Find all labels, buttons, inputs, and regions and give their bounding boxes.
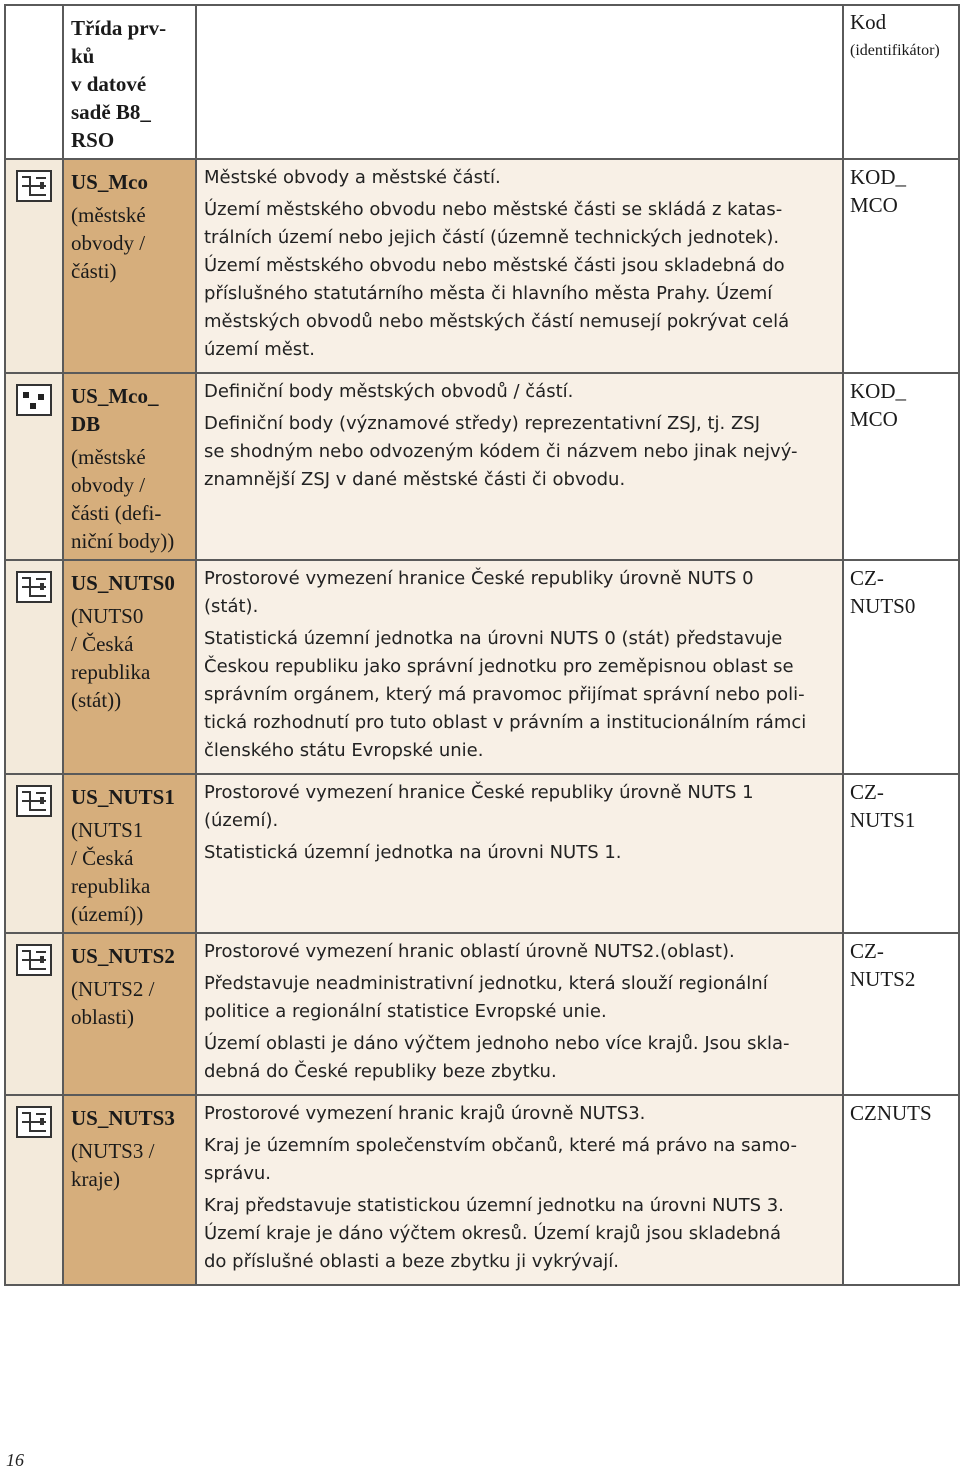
- feature-code: CZ- NUTS1: [850, 780, 916, 832]
- table-row: [5, 373, 959, 560]
- description-paragraph: Statistická územní jednotka na úrovni NUTS 0 (stát) představuje Českou republiku jako správní jednotku pro zeměpisnou oblast se správním orgánem, který má pravomoc přijímat správní nebo poli- tická rozhodnutí pro tuto oblast v právním a institucionálním rámci členského státu Evropské unie.: [204, 628, 807, 761]
- polygon-feature-icon: [6, 170, 62, 202]
- description-paragraph: Definiční body městských obvodů / částí.: [204, 381, 574, 402]
- header-code-cell: [843, 5, 959, 159]
- class-subtitle: (NUTS0 / Česká republika (stát)): [71, 604, 151, 712]
- code-cell: [843, 774, 959, 933]
- class-name: US_NUTS1: [71, 785, 175, 809]
- header-code-title: Kod: [850, 10, 887, 34]
- page-number: 16: [6, 1450, 24, 1470]
- feature-code: CZ- NUTS2: [850, 939, 916, 991]
- class-name: US_NUTS0: [71, 571, 175, 595]
- description-cell: [196, 159, 843, 373]
- icon-cell: [5, 1095, 63, 1285]
- description-cell: [196, 774, 843, 933]
- description-cell: [196, 373, 843, 560]
- polygon-feature-icon: [6, 571, 62, 603]
- class-name: US_NUTS3: [71, 1106, 175, 1130]
- class-cell: [63, 774, 196, 933]
- description-paragraph: Kraj je územním společenstvím občanů, které má právo na samo- správu.: [204, 1135, 797, 1184]
- header-description-cell: [196, 5, 843, 159]
- icon-cell: [5, 373, 63, 560]
- description-paragraph: Prostorové vymezení hranic oblastí úrovně NUTS2.(oblast).: [204, 941, 735, 962]
- table-row: [5, 560, 959, 774]
- point-feature-icon: [6, 384, 62, 416]
- class-subtitle: (NUTS2 / oblasti): [71, 977, 155, 1029]
- code-cell: [843, 560, 959, 774]
- polygon-feature-icon: [6, 944, 62, 976]
- description-cell: [196, 560, 843, 774]
- table-row: [5, 1095, 959, 1285]
- class-subtitle: (městské obvody / části (defi- niční body)): [71, 445, 175, 553]
- icon-cell: [5, 560, 63, 774]
- class-name: US_Mco: [71, 170, 148, 194]
- description-paragraph: Statistická územní jednotka na úrovni NUTS 1.: [204, 842, 622, 863]
- icon-cell: [5, 159, 63, 373]
- feature-code: CZNUTS: [850, 1101, 932, 1125]
- class-cell: [63, 1095, 196, 1285]
- header-class-title: Třída prv- ků v datové sadě B8_ RSO: [71, 16, 167, 152]
- description-cell: [196, 933, 843, 1095]
- description-paragraph: Území oblasti je dáno výčtem jednoho nebo více krajů. Jsou skla- debná do České republiky beze zbytku.: [204, 1033, 790, 1082]
- class-cell: [63, 560, 196, 774]
- description-paragraph: Městské obvody a městské částí.: [204, 167, 501, 188]
- table-header-row: [5, 5, 959, 159]
- class-cell: [63, 159, 196, 373]
- table-row: [5, 933, 959, 1095]
- description-paragraph: Představuje neadministrativní jednotku, která slouží regionální politice a regionální statistice Evropské unie.: [204, 973, 768, 1022]
- class-subtitle: (NUTS3 / kraje): [71, 1139, 155, 1191]
- description-paragraph: Prostorové vymezení hranic krajů úrovně NUTS3.: [204, 1103, 646, 1124]
- feature-code: CZ- NUTS0: [850, 566, 916, 618]
- class-cell: [63, 373, 196, 560]
- description-paragraph: Definiční body (významové středy) reprezentativní ZSJ, tj. ZSJ se shodným nebo odvozeným kódem či názvem nebo jinak nejvý- znamnější ZSJ v dané městské části či obvodu.: [204, 413, 798, 490]
- feature-code: KOD_ MCO: [850, 165, 906, 217]
- polygon-feature-icon: [6, 1106, 62, 1138]
- class-subtitle: (NUTS1 / Česká republika (území)): [71, 818, 151, 926]
- code-cell: [843, 373, 959, 560]
- table-row: [5, 774, 959, 933]
- description-cell: [196, 1095, 843, 1285]
- description-paragraph: Prostorové vymezení hranice České republiky úrovně NUTS 1 (území).: [204, 782, 754, 831]
- class-name: US_Mco_ DB: [71, 384, 159, 436]
- class-subtitle: (městské obvody / části): [71, 203, 146, 283]
- code-cell: [843, 933, 959, 1095]
- description-paragraph: Území městského obvodu nebo městské části se skládá z katas- trálních území nebo jejich částí (územně technických jednotek). Území městského obvodu nebo městské části jsou skladebná do příslušného statutárního města či hlavního města Prahy. Území městských obvodů nebo městských částí nemusejí pokrývat celá území měst.: [204, 199, 790, 360]
- icon-cell: [5, 933, 63, 1095]
- header-class-cell: [63, 5, 196, 159]
- class-cell: [63, 933, 196, 1095]
- header-code-subtitle: (identifikátor): [850, 42, 940, 59]
- polygon-feature-icon: [6, 785, 62, 817]
- code-cell: [843, 1095, 959, 1285]
- description-paragraph: Kraj představuje statistickou územní jednotku na úrovni NUTS 3. Území kraje je dáno výčtem okresů. Území krajů jsou skladebná do příslušné oblasti a beze zbytku ji vykrývají.: [204, 1195, 784, 1272]
- header-icon-cell: [5, 5, 63, 159]
- table-row: [5, 159, 959, 373]
- icon-cell: [5, 774, 63, 933]
- class-name: US_NUTS2: [71, 944, 175, 968]
- feature-code: KOD_ MCO: [850, 379, 906, 431]
- code-cell: [843, 159, 959, 373]
- feature-class-table: [4, 4, 960, 1286]
- description-paragraph: Prostorové vymezení hranice České republiky úrovně NUTS 0 (stát).: [204, 568, 754, 617]
